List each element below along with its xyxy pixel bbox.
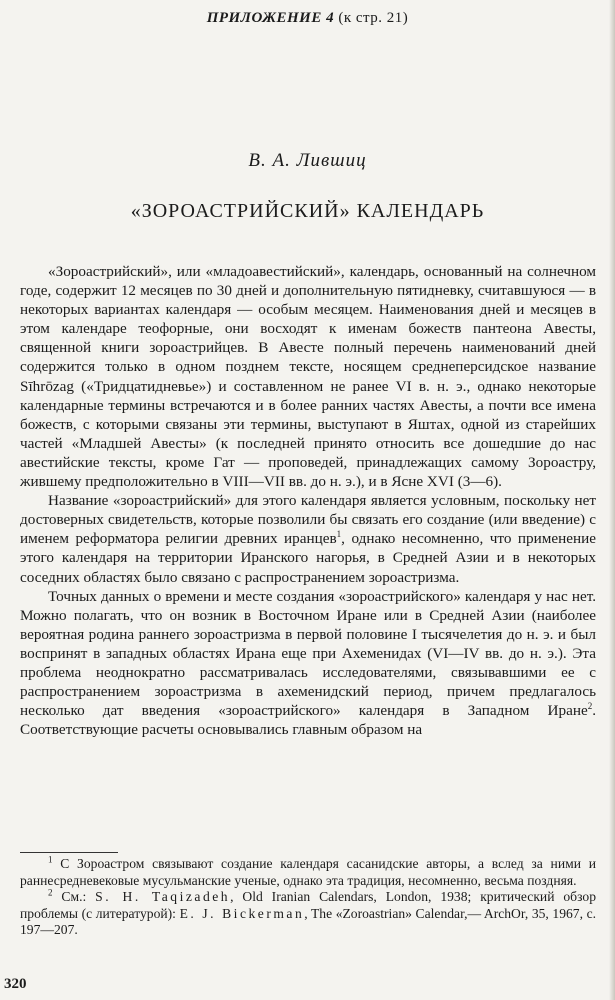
footnote-text: С Зороастром связывают создание календаря сасанидские авторы, а вслед за ними и раннесредневековые мусульманские ученые, однако эта традиция, несомненно, весьма поздняя. xyxy=(20,856,596,888)
paragraph-text: Название «зороастрийский» для этого календаря является условным, поскольку нет достоверных свидетельств, которые позволили бы связать его создание (или введение) с именем реформатора религии древних иранцев xyxy=(20,492,596,548)
paragraph-text: , однако несомненно, что применение этого календаря на территории Иранского нагорья, в Средней Азии и в некоторых соседних областях было связано с распространением зороастризма. xyxy=(20,530,596,586)
footnote-mark: 1 xyxy=(48,854,53,865)
footnote-ref-2: 2 xyxy=(587,701,593,712)
paragraph-text: «Зороастрийский», или «младоавестийский», календарь, основанный на солнечном годе, содержит 12 месяцев по 30 дней и дополнительную пятидневку, считавшуюся — в некоторых вариантах календаря — особым месяцем. Наименования дней и месяцев в этом календаре теофорные, они восходят к именам божеств пантеона Авесты, священной книги зороастрийцев. В Авесте полный перечень наименований дней содержится только в одном позднем тексте, носящем среднеперсидское название Sīhrōzag («Тридцатидневье») и составленном не ранее VI в. н. э., однако некоторые календарные термины встречаются и в более ранних частях Авесты, а почти все имена божеств, с которыми связаны эти термины, выступают в Яштах, одной из старейших частей «Младшей Авесты» (к последней принято относить все дошедшие до нас авестийские тексты, кроме Гат — проповедей, принадлежащих самому Зороастру, жившему предположительно в VIII—VII вв. до н. э.), и в Ясне XVI (3—6). xyxy=(20,263,596,491)
page-number: 320 xyxy=(4,976,27,992)
footnote-text: , Old Iranian Calendars, London, 1938; критический обзор проблемы (с литературой): xyxy=(20,889,596,921)
footnote-divider xyxy=(20,852,118,853)
footnote-mark: 2 xyxy=(48,887,53,898)
running-head xyxy=(0,10,615,27)
footnote-2 xyxy=(20,889,596,939)
footnote-ref-1: 1 xyxy=(336,529,342,540)
running-title: ПРИЛОЖЕНИЕ 4 xyxy=(206,10,335,26)
paragraph-text: . Соответствующие расчеты основывались главным образом на xyxy=(20,702,596,739)
paragraph-1 xyxy=(20,262,596,491)
page-reference: (к стр. 21) xyxy=(338,10,409,26)
paragraph-2 xyxy=(20,491,596,586)
page-edge-shadow xyxy=(609,0,615,1000)
paragraph-text: Точных данных о времени и месте создания «зороастрийского» календаря у нас нет. Можно полагать, что он возник в Восточном Иране или в Средней Азии (наиболее вероятная родина раннего зороастризма в первой половине I тысячелетия до н. э. и был воспринят в западных областях Ирана еще при Ахеменидах (VI—IV вв. до н. э.). Эта проблема неоднократно рассматривалась исследователями, связывавшими ее с распространением зороастризма в ахеменидский период, причем предлагалось несколько дат введения «зороастрийского» календаря в Западном Иране xyxy=(20,587,596,720)
cited-author: E. J. Bickerman xyxy=(179,905,305,921)
footnote-1 xyxy=(20,856,596,889)
article-body xyxy=(20,262,596,739)
footnote-text: См.: xyxy=(61,889,87,905)
footnotes xyxy=(20,856,596,939)
article-author: В. А. Лившиц xyxy=(248,150,367,171)
footnote-text: , The «Zoroastrian» Calendar,— ArchOr, 35, 1967, с. 197—207. xyxy=(20,905,597,938)
article-title: «ЗОРОАСТРИЙСКИЙ» КАЛЕНДАРЬ xyxy=(130,200,485,222)
cited-author: S. H. Taqizadeh xyxy=(95,889,231,905)
paragraph-3 xyxy=(20,587,596,740)
